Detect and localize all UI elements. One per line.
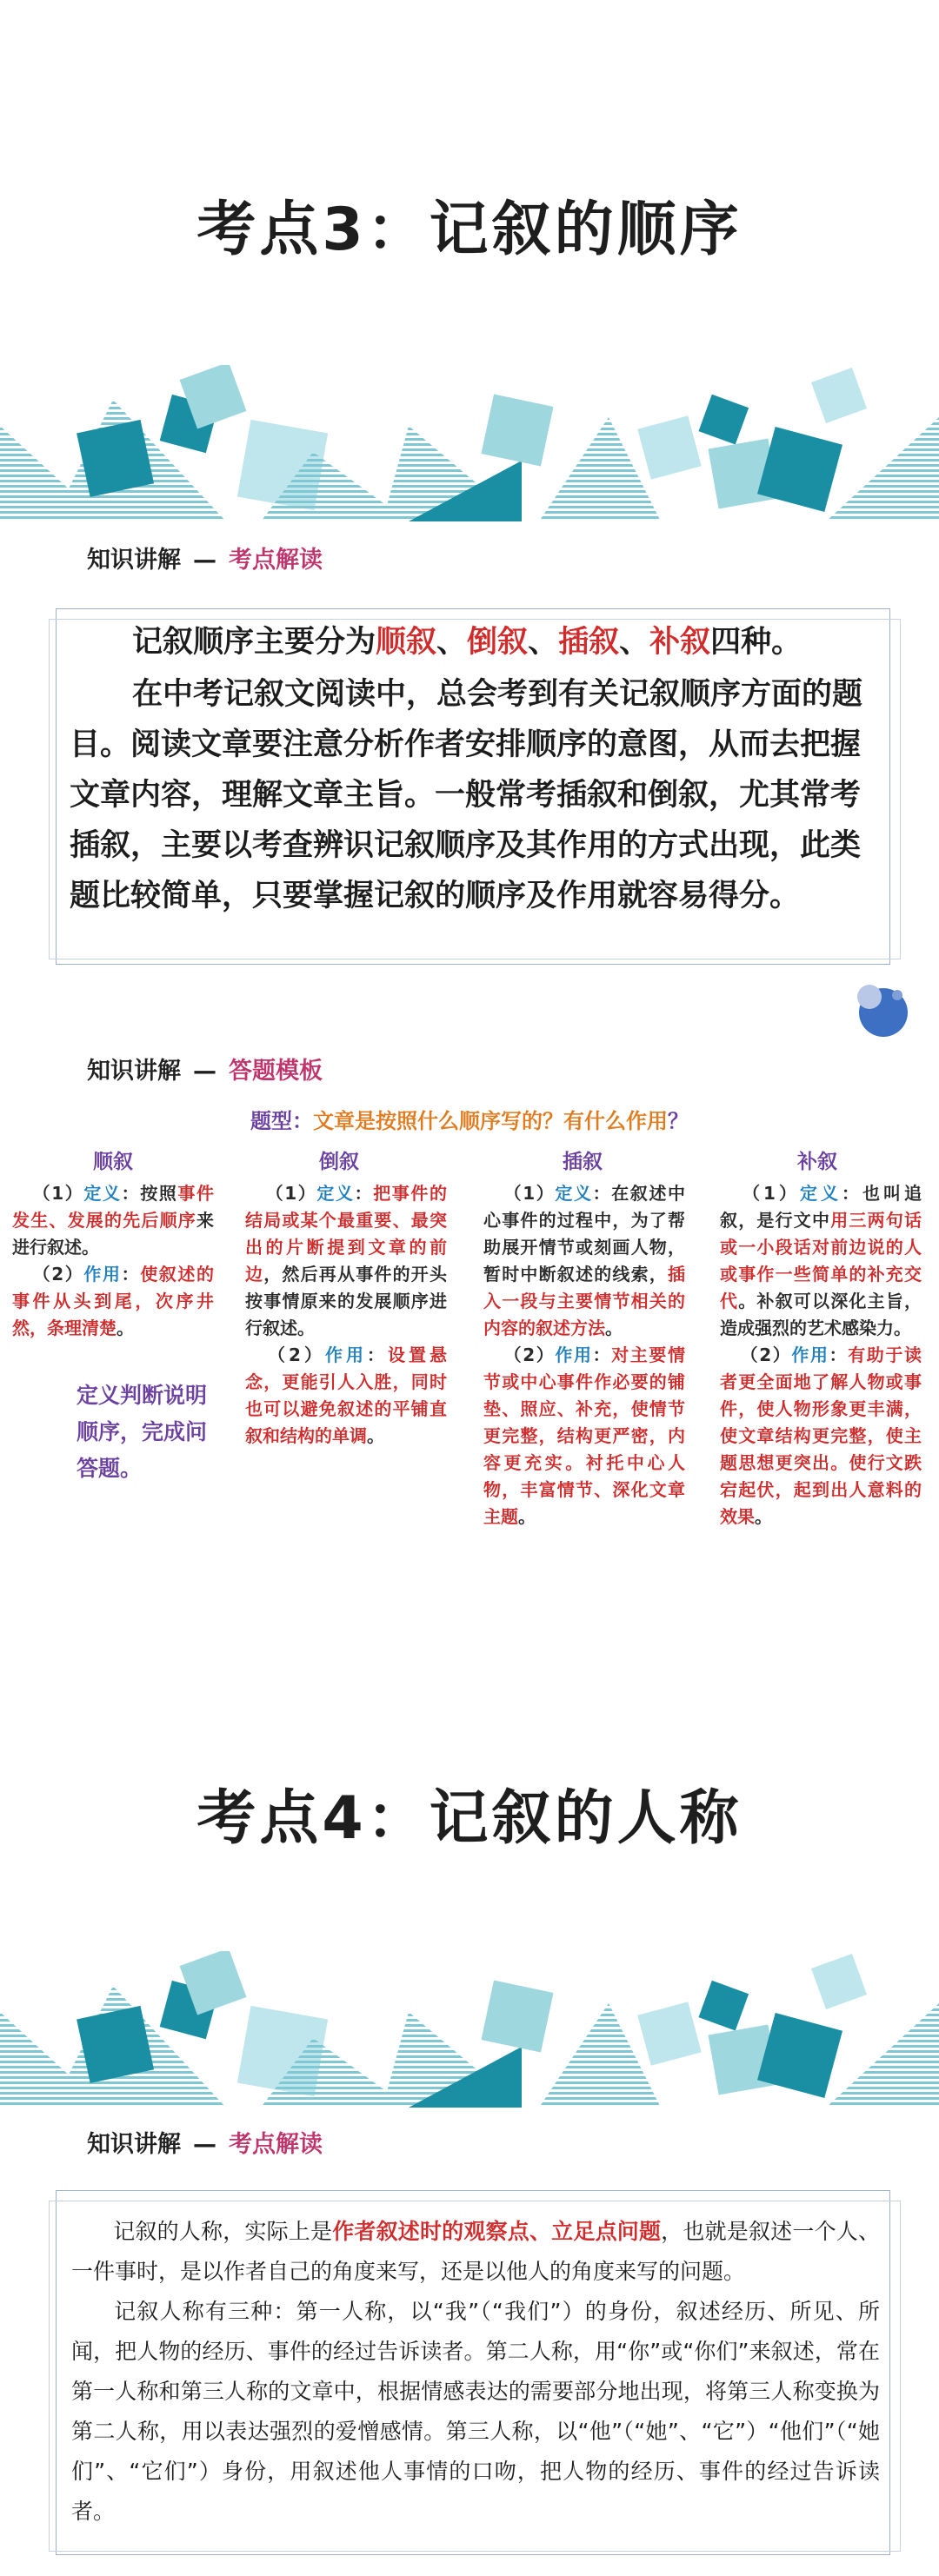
def-num: （1）	[503, 1183, 556, 1204]
def-red: 插入一段与主要情节相关的内容的叙述方法	[483, 1264, 685, 1338]
section3-para1	[70, 617, 878, 667]
label-main: 知识讲解	[87, 547, 181, 574]
section4-para2	[71, 2292, 880, 2532]
side-note: 定义判断说明顺序，完成问答题。	[77, 1383, 208, 1481]
use-label: 作用	[791, 1344, 829, 1365]
banner-decoration	[0, 365, 939, 521]
def-red: 事件发生、发展的先后顺序	[12, 1183, 215, 1231]
def-colon: ：	[841, 1183, 862, 1204]
def-label: 定义	[83, 1183, 122, 1204]
label-sub: 考点解读	[229, 2131, 323, 2158]
label-dash: —	[193, 547, 216, 574]
use-num: （2）	[264, 1344, 325, 1365]
def-red: 用三两句话或一小段话对前边说的人或事作一些简单的补充交代	[720, 1210, 922, 1311]
use-red: 对主要情节或中心事件作必要的铺垫、照应、补充，使情节更完整，结构更严密，内容更充实。衬托中心人物，丰富情节、深化文章主题	[483, 1344, 686, 1527]
para1-pre: 记叙的人称，实际上是	[113, 2219, 333, 2244]
col-chaxu	[483, 1180, 685, 1530]
label-sub: 答题模板	[229, 1058, 323, 1085]
def-post: ，然后再从事件的开头按事情原来的发展顺序进行叙述。	[245, 1264, 448, 1338]
def-pre: 在叙述中心事件的过程中，为了帮助展开情节或刻画人物，暂时中断叙述的线索，	[483, 1183, 686, 1285]
use-colon: ：	[121, 1264, 141, 1285]
col-shunxu	[12, 1180, 214, 1342]
col-head-daoxu: 倒叙	[319, 1151, 359, 1173]
use-red: 设置悬念，更能引人入胜，同时也可以避免叙述的平铺直叙和结构的单调	[245, 1344, 448, 1446]
question-type	[0, 1104, 939, 1134]
col-daoxu	[245, 1180, 447, 1450]
col-buxu	[720, 1180, 922, 1530]
def-label: 定义	[555, 1183, 593, 1204]
def-num: （1）	[264, 1183, 317, 1204]
use-red: 有助于读者更全面地了解人物或事件，使人物形象更丰满，使文章结构更完整，使主题思想更突出。使行文跌宕起伏，起到出人意料的效果	[720, 1344, 922, 1527]
keyword-buxu: 补叙	[649, 625, 711, 660]
para1-sep3: 、	[619, 625, 650, 660]
para1-post: 四种。	[710, 625, 802, 660]
para1-post: ，也就是叙述一个人、一件事时，是以作者自己的角度来写，还是以他人的角度来写的问题。	[71, 2219, 880, 2284]
use-post: 。	[117, 1318, 134, 1338]
section3-label-template	[87, 1052, 323, 1086]
def-colon: ：	[121, 1183, 141, 1204]
use-label: 作用	[83, 1264, 122, 1285]
para1-sep1: 、	[436, 625, 468, 660]
para2-text: 在中考记叙文阅读中，总会考到有关记叙顺序方面的题目。阅读文章要注意分析作者安排顺序的意图，从而去把握文章内容，理解文章主旨。一般常考插叙和倒叙，尤其常考插叙，主要以考查辨识记叙顺序及其作用的方式出现，此类题比较简单，只要掌握记叙的顺序及作用就容易得分。	[70, 677, 863, 913]
use-colon: ：	[829, 1344, 849, 1365]
section3-para2	[70, 669, 878, 921]
use-label: 作用	[324, 1344, 367, 1365]
question-prefix: 题型：	[250, 1109, 313, 1133]
use-post: 。	[518, 1506, 536, 1527]
def-pre: 也叫追叙，是行文中	[720, 1183, 922, 1231]
use-colon: ：	[366, 1344, 388, 1365]
para1-red: 作者叙述时的观察点、立足点问题	[332, 2219, 662, 2244]
use-num: （2）	[739, 1344, 792, 1365]
col-head-buxu: 补叙	[797, 1151, 837, 1173]
section4-para1	[71, 2212, 880, 2292]
def-colon: ：	[592, 1183, 612, 1204]
section3-title: 考点3：记叙的顺序	[196, 196, 743, 264]
def-post: 来进行叙述。	[12, 1210, 214, 1258]
label-sub: 考点解读	[229, 547, 323, 574]
def-red: 把事件的结局或某个最重要、最突出的片断提到文章的前边	[245, 1183, 448, 1285]
section4-title: 考点4：记叙的人称	[196, 1784, 743, 1853]
question-text: 文章是按照什么顺序写的？有什么作用	[313, 1109, 668, 1133]
def-label: 定义	[799, 1183, 842, 1204]
def-pre: 按照	[140, 1183, 178, 1204]
section3-label-interpret	[87, 541, 323, 574]
def-colon: ：	[354, 1183, 374, 1204]
use-post: 。	[367, 1425, 384, 1446]
use-num: （2）	[31, 1264, 84, 1285]
question-suffix: ？	[668, 1109, 689, 1133]
def-post: 。补叙可以深化主旨，造成强烈的艺术感染力。	[720, 1291, 922, 1338]
para1-pre: 记叙顺序主要分为	[132, 625, 376, 660]
use-num: （2）	[503, 1344, 556, 1365]
label-dash: —	[193, 1058, 216, 1085]
use-red: 使叙述的事件从头到尾，次序井然，条理清楚	[12, 1264, 215, 1338]
use-post: 。	[755, 1506, 772, 1527]
col-head-chaxu: 插叙	[563, 1151, 603, 1173]
para1-sep2: 、	[528, 625, 559, 660]
keyword-chaxu: 插叙	[558, 625, 620, 660]
use-label: 作用	[555, 1344, 593, 1365]
circle-dots-icon	[850, 978, 911, 1039]
col-head-shunxu: 顺叙	[93, 1151, 133, 1173]
section4-label-interpret	[87, 2125, 323, 2159]
def-label: 定义	[316, 1183, 355, 1204]
def-num: （1）	[31, 1183, 84, 1204]
use-colon: ：	[592, 1344, 612, 1365]
label-dash: —	[193, 2131, 216, 2158]
para2-text: 记叙人称有三种：第一人称，以“我”（“我们”）的身份，叙述经历、所见、所闻，把人物的经历、事件的经过告诉读者。第二人称，用“你”或“你们”来叙述，常在第一人称和第三人称的文章中，根据情感表达的需要部分地出现，将第三人称变换为第二人称，用以表达强烈的爱憎感情。第三人称，以“他”（“她”、“它”）“他们”（“她们”、“它们”）身份，用叙述他人事情的口吻，把人物的经历、事件的经过告诉读者。	[71, 2299, 880, 2524]
label-main: 知识讲解	[87, 2131, 181, 2158]
keyword-daoxu: 倒叙	[467, 625, 529, 660]
keyword-shunxu: 顺叙	[376, 625, 437, 660]
banner-decoration	[0, 1951, 939, 2108]
def-num: （1）	[739, 1183, 800, 1204]
label-main: 知识讲解	[87, 1058, 181, 1085]
def-post: 。	[605, 1318, 623, 1338]
